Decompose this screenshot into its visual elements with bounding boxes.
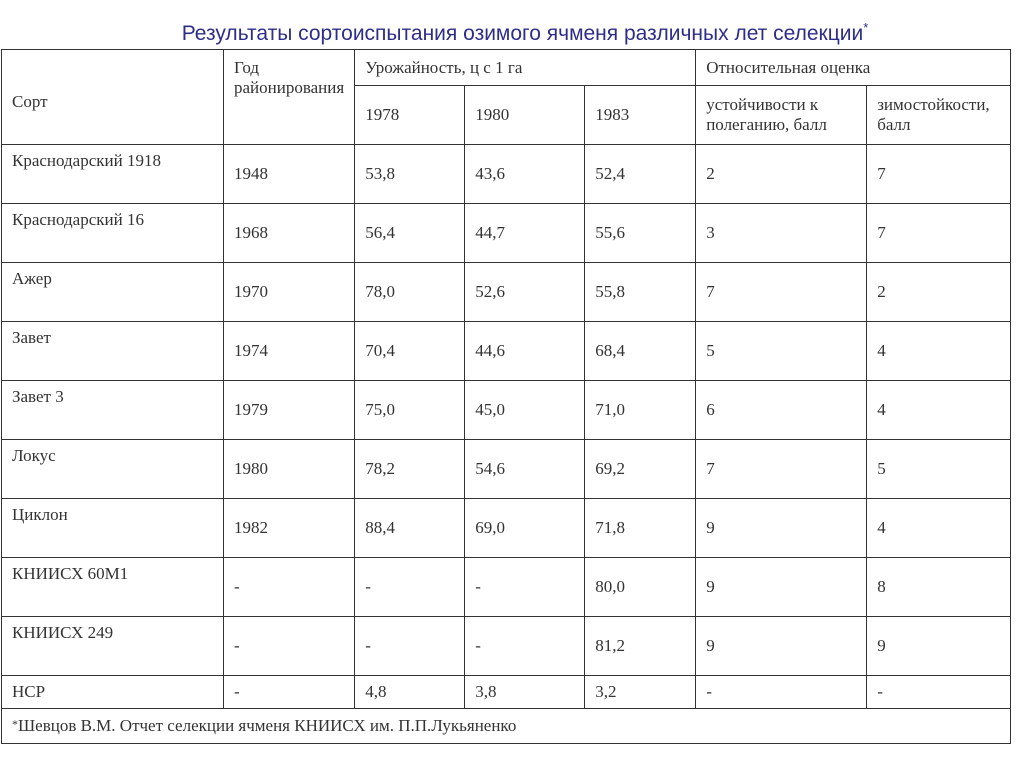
cell-yield-1978: 4,8 [355,676,465,709]
cell-winter: 7 [867,145,1011,204]
cell-yield-1978: 56,4 [355,204,465,263]
cell-yield-1980: 45,0 [465,381,585,440]
cell-yield-1980: 43,6 [465,145,585,204]
cell-yield-1980: 44,6 [465,322,585,381]
cell-variety: Локус [2,440,224,499]
cell-year: 1970 [224,263,355,322]
cell-yield-1978: 78,0 [355,263,465,322]
cell-variety: Циклон [2,499,224,558]
footnote [2,709,1011,744]
cell-variety: Краснодарский 16 [2,204,224,263]
cell-year: - [224,617,355,676]
cell-variety: Ажер [2,263,224,322]
cell-yield-1978: - [355,558,465,617]
cell-yield-1983: 68,4 [585,322,696,381]
cell-yield-1983: 81,2 [585,617,696,676]
header-lodging: устойчивости к полеганию, балл [696,86,867,145]
cell-yield-1983: 71,8 [585,499,696,558]
cell-year: 1948 [224,145,355,204]
cell-yield-1978: 70,4 [355,322,465,381]
cell-yield-1980: - [465,558,585,617]
cell-yield-1983: 71,0 [585,381,696,440]
page-title [0,22,1024,46]
header-row-1 [2,50,1011,86]
header-year-1978: 1978 [355,86,465,145]
cell-year: - [224,676,355,709]
cell-lodging: 9 [696,558,867,617]
header-winter: зимостойкости, балл [867,86,1011,145]
header-rating-group: Относительная оценка [696,50,1011,86]
results-table [1,49,1011,744]
cell-yield-1983: 55,6 [585,204,696,263]
title-text: Результаты сортоиспытания озимого ячменя различных лет селекции [181,22,864,45]
cell-yield-1983: 80,0 [585,558,696,617]
cell-year: 1979 [224,381,355,440]
footnote-row [2,709,1011,744]
cell-yield-1978: 53,8 [355,145,465,204]
cell-yield-1983: 69,2 [585,440,696,499]
cell-variety: Завет [2,322,224,381]
cell-lodging: 9 [696,499,867,558]
table-row [2,676,1011,709]
cell-winter: 9 [867,617,1011,676]
cell-yield-1980: 52,6 [465,263,585,322]
table-row [2,558,1011,617]
cell-year: - [224,558,355,617]
cell-lodging: 9 [696,617,867,676]
cell-yield-1978: 78,2 [355,440,465,499]
cell-variety: КНИИСХ 60М1 [2,558,224,617]
cell-yield-1983: 3,2 [585,676,696,709]
cell-year: 1980 [224,440,355,499]
cell-lodging: 2 [696,145,867,204]
cell-yield-1980: 54,6 [465,440,585,499]
cell-variety: КНИИСХ 249 [2,617,224,676]
cell-lodging: 3 [696,204,867,263]
cell-lodging: 7 [696,440,867,499]
cell-winter: 8 [867,558,1011,617]
table-row [2,263,1011,322]
cell-year: 1982 [224,499,355,558]
table-row [2,322,1011,381]
cell-year: 1974 [224,322,355,381]
cell-winter: 4 [867,499,1011,558]
cell-lodging: 7 [696,263,867,322]
cell-yield-1980: 3,8 [465,676,585,709]
title-footnote-marker: * [863,20,869,35]
cell-winter: 5 [867,440,1011,499]
cell-yield-1983: 52,4 [585,145,696,204]
cell-yield-1978: 75,0 [355,381,465,440]
cell-lodging: - [696,676,867,709]
header-year: Год районирования [224,50,355,145]
cell-variety: Завет 3 [2,381,224,440]
header-yield-group: Урожайность, ц с 1 га [355,50,696,86]
table-row [2,381,1011,440]
header-year-1983: 1983 [585,86,696,145]
cell-yield-1980: 69,0 [465,499,585,558]
cell-yield-1980: - [465,617,585,676]
table-row [2,440,1011,499]
cell-variety: Краснодарский 1918 [2,145,224,204]
cell-yield-1978: 88,4 [355,499,465,558]
cell-year: 1968 [224,204,355,263]
cell-yield-1978: - [355,617,465,676]
cell-variety: НСР [2,676,224,709]
cell-yield-1980: 44,7 [465,204,585,263]
header-year-1980: 1980 [465,86,585,145]
footnote-marker: * [12,717,18,731]
footnote-text: Шевцов В.М. Отчет селекции ячменя КНИИСХ им. П.П.Лукьяненко [18,716,517,735]
cell-winter: - [867,676,1011,709]
table-row [2,145,1011,204]
cell-lodging: 6 [696,381,867,440]
table-row [2,617,1011,676]
header-variety: Сорт [2,50,224,145]
cell-winter: 2 [867,263,1011,322]
cell-yield-1983: 55,8 [585,263,696,322]
cell-winter: 4 [867,381,1011,440]
table-row [2,499,1011,558]
cell-winter: 4 [867,322,1011,381]
cell-winter: 7 [867,204,1011,263]
cell-lodging: 5 [696,322,867,381]
table-row [2,204,1011,263]
